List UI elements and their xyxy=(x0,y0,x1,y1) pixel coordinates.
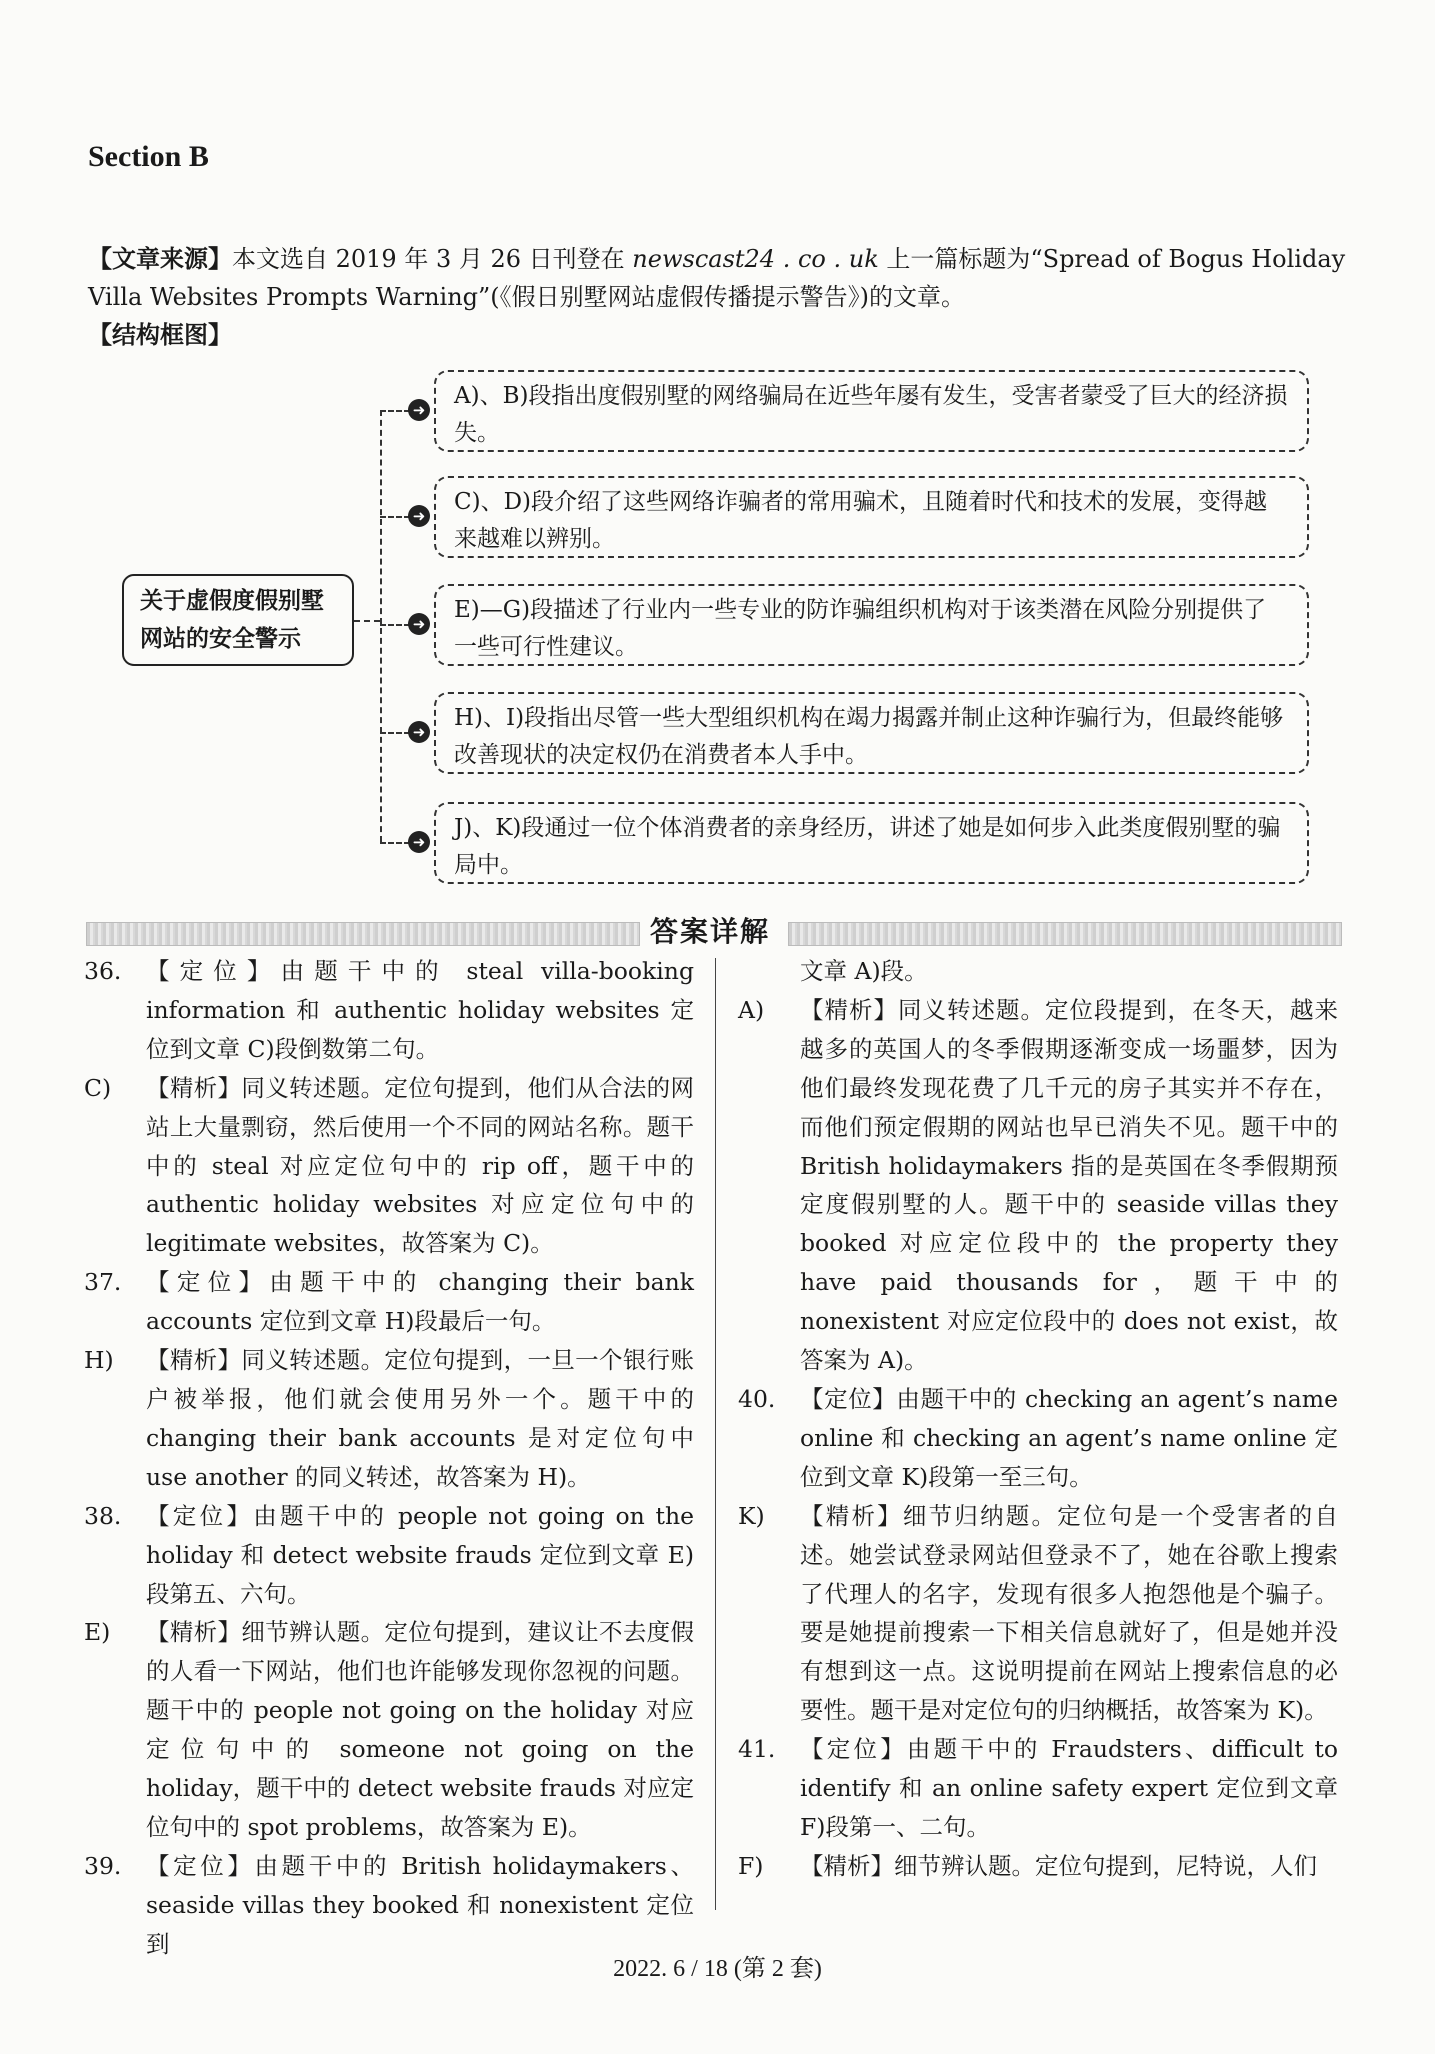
answers-title: 答案详解 xyxy=(650,915,771,948)
answer-item xyxy=(84,1341,694,1497)
item-number: 37. xyxy=(84,1268,122,1297)
item-number: 39. xyxy=(84,1851,122,1880)
answer-item xyxy=(84,1069,694,1264)
diagram-node-3: E)—G)段描述了行业内一些专业的防诈骗组织机构对于该类潜在风险分别提供了一些可行性建议。 xyxy=(434,584,1309,666)
item-number: 38. xyxy=(84,1501,122,1530)
answer-item xyxy=(84,952,694,1069)
diagram-root xyxy=(122,574,354,666)
answers-left-column xyxy=(84,952,694,1964)
item-text: 【精析】同义转述题。定位段提到，在冬天，越来越多的英国人的冬季假期逐渐变成一场噩梦，因为他们最终发现花费了几千元的房子其实并不存在，而他们预定假期的网站也早已消失不见。题干中的 British holidaymakers 指的是英国在冬季假期预定度假别墅的人。题干中的 seaside villas they booked 对应定位段中的 the property they have paid thousands for，题干中的 nonexistent 对应定位段中的 does not exist，故答案为 A)。 xyxy=(800,995,1338,1375)
diagram-node-2: C)、D)段介绍了这些网络诈骗者的常用骗术，且随着时代和技术的发展，变得越来越难以辨别。 xyxy=(434,476,1309,558)
item-number: A) xyxy=(738,995,765,1024)
item-number: 40. xyxy=(738,1384,776,1413)
item-text: 【精析】细节辨认题。定位句提到，尼特说，人们 xyxy=(800,1851,1317,1880)
item-number: E) xyxy=(84,1618,111,1647)
item-text: 【定位】由题干中的 checking an agent’s name online 和 checking an agent’s name online 定位到文章 K)段第一至三句。 xyxy=(800,1384,1338,1491)
diagram-node-1: A)、B)段指出度假别墅的网络骗局在近些年屡有发生，受害者蒙受了巨大的经济损失。 xyxy=(434,370,1309,452)
item-number: H) xyxy=(84,1346,114,1375)
branch-1 xyxy=(380,410,410,412)
diagram-node-4: H)、I)段指出尽管一些大型组织机构在竭力揭露并制止这种诈骗行为，但最终能够改善现状的决定权仍在消费者本人手中。 xyxy=(434,692,1309,774)
arrow-icon: ➜ xyxy=(408,831,430,853)
root-connector xyxy=(354,620,380,622)
answer-item xyxy=(84,1847,694,1964)
item-text: 【定位】由题干中的 British holidaymakers、seaside villas they booked 和 nonexistent 定位到 xyxy=(146,1851,694,1958)
item-text: 【精析】细节归纳题。定位句是一个受害者的自述。她尝试登录网站但登录不了，她在谷歌上搜索了代理人的名字，发现有很多人抱怨他是个骗子。要是她提前搜索一下相关信息就好了，但是她并没有想到这一点。这说明提前在网站上搜索信息的必要性。题干是对定位句的归纳概括，故答案为 K)。 xyxy=(800,1501,1338,1725)
item-number: C) xyxy=(84,1073,112,1102)
answer-item xyxy=(738,991,1338,1380)
source-site: newscast24 . co . uk xyxy=(632,245,879,273)
answer-item xyxy=(738,1380,1338,1497)
page-footer: 2022. 6 / 18 (第 2 套) xyxy=(613,1956,822,1982)
branch-2 xyxy=(380,516,410,518)
branch-4 xyxy=(380,732,410,734)
source-text-2: 上一篇标题为“Spread of Bogus Holiday Villa Websites Prompts Warning”(《假日别墅网站虚假传播提示警告》)的文章。 xyxy=(88,245,1346,311)
structure-label: 【结构框图】 xyxy=(88,320,232,349)
answers-right-column xyxy=(738,952,1338,1886)
root-line-2: 网站的安全警示 xyxy=(140,625,301,652)
arrow-icon: ➜ xyxy=(408,613,430,635)
item-text: 【定位】由题干中的 Fraudsters、difficult to identify 和 an online safety expert 定位到文章 F)段第一、二句。 xyxy=(800,1735,1338,1841)
answer-item xyxy=(738,1497,1338,1730)
answer-item xyxy=(84,1613,694,1846)
item-text: 【精析】同义转述题。定位句提到，他们从合法的网站上大量剽窃，然后使用一个不同的网站名称。题干中的 steal 对应定位句中的 rip off，题干中的 authentic holiday websites 对应定位句中的 legitimate websites，故答案为 C)。 xyxy=(146,1073,694,1258)
arrow-icon: ➜ xyxy=(408,721,430,743)
continued-text: 文章 A)段。 xyxy=(800,957,928,985)
answer-item xyxy=(84,1497,694,1614)
source-text-1: 本文选自 2019 年 3 月 26 日刊登在 xyxy=(232,245,633,273)
arrow-icon: ➜ xyxy=(408,505,430,527)
column-divider xyxy=(715,958,716,1910)
item-number: 41. xyxy=(738,1735,776,1764)
header-band-left xyxy=(86,922,640,946)
branch-3 xyxy=(380,624,410,626)
root-line-1: 关于虚假度假别墅 xyxy=(140,587,324,614)
answer-item xyxy=(84,1263,694,1341)
item-text: 【定位】由题干中的 people not going on the holiday 和 detect website frauds 定位到文章 E)段第五、六句。 xyxy=(146,1501,694,1608)
item-number: F) xyxy=(738,1851,764,1880)
answer-item xyxy=(738,1847,1338,1886)
item-text: 【精析】细节辨认题。定位句提到，建议让不去度假的人看一下网站，他们也许能够发现你忽视的问题。题干中的 people not going on the holiday 对应定位句中的 someone not going on the holiday，题干中的 detect website frauds 对应定位句中的 spot problems，故答案为 E)。 xyxy=(146,1618,694,1841)
diagram-node-5: J)、K)段通过一位个体消费者的亲身经历，讲述了她是如何步入此类度假别墅的骗局中。 xyxy=(434,802,1309,884)
item-text: 【定位】由题干中的 changing their bank accounts 定位到文章 H)段最后一句。 xyxy=(146,1268,694,1336)
arrow-icon: ➜ xyxy=(408,399,430,421)
article-source xyxy=(88,240,1350,354)
header-band-right xyxy=(788,922,1342,946)
item-text: 【定位】由题干中的 steal villa-booking information 和 authentic holiday websites 定位到文章 C)段倒数第二句。 xyxy=(146,957,694,1063)
item-number: K) xyxy=(738,1501,765,1530)
item-text: 【精析】同义转述题。定位句提到，一旦一个银行账户被举报，他们就会使用另外一个。题干中的 changing their bank accounts 是对定位句中 use another 的同义转述，故答案为 H)。 xyxy=(146,1346,694,1491)
item-number: 36. xyxy=(84,957,122,985)
branch-5 xyxy=(380,842,410,844)
section-title: Section B xyxy=(88,140,209,173)
trunk-line xyxy=(380,410,382,842)
answer-item xyxy=(738,1730,1338,1847)
source-label: 【文章来源】 xyxy=(88,244,232,273)
